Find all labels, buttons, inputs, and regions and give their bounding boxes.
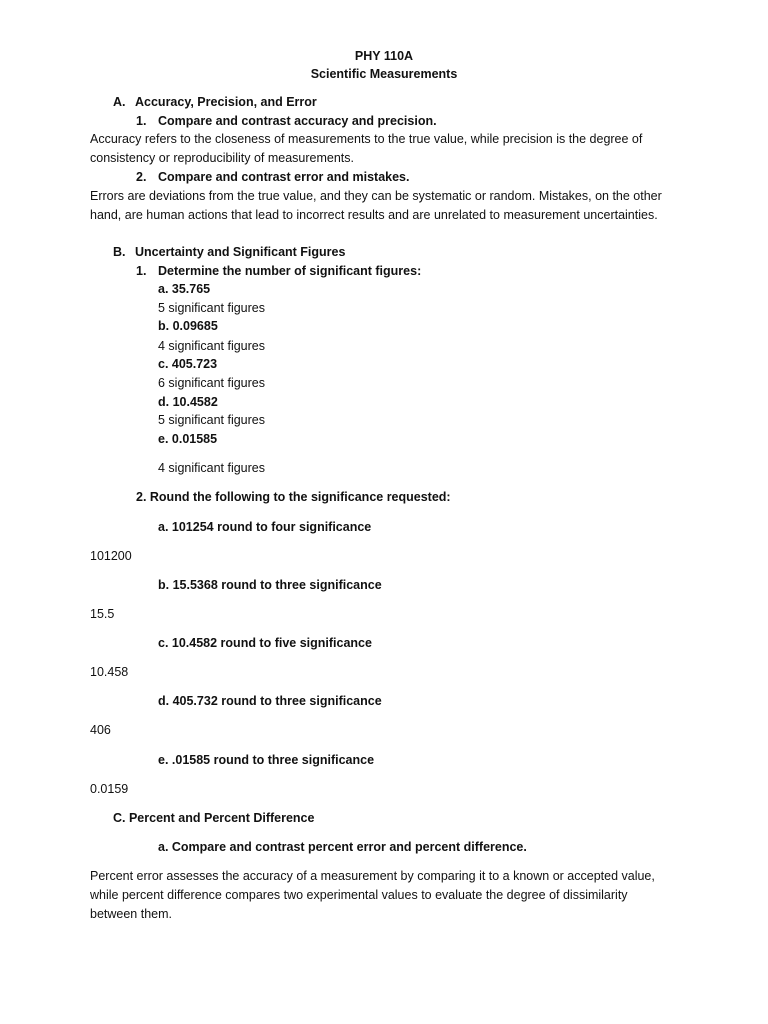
course-code: PHY 110A [354, 49, 414, 63]
section-a-heading: A. Accuracy, Precision, and Error [113, 95, 317, 109]
round-question-b: b. 15.5368 round to three significance [158, 578, 382, 592]
section-c-question-a: a. Compare and contrast percent error and percent difference. [158, 840, 527, 854]
section-a-answer-1-line-1: Accuracy refers to the closeness of measurements to the true value, while precision is the degree of [90, 132, 643, 146]
section-a-answer-2-line-1: Errors are deviations from the true value, and they can be systematic or random. Mistakes, on the other [90, 189, 662, 203]
round-question-c: c. 10.4582 round to five significance [158, 636, 372, 650]
section-a-answer-1-line-2: consistency or reproducibility of measurements. [90, 151, 355, 165]
round-answer-d: 406 [90, 723, 111, 737]
round-answer-c: 10.458 [90, 665, 129, 679]
sigfig-answer-c: 6 significant figures [158, 376, 266, 390]
round-question-d: d. 405.732 round to three significance [158, 694, 382, 708]
section-c-answer-line-3: between them. [90, 907, 172, 921]
section-c-heading: C. Percent and Percent Difference [113, 811, 315, 825]
round-question-e: e. .01585 round to three significance [158, 753, 375, 767]
sigfig-question-e: e. 0.01585 [158, 432, 218, 446]
section-c-answer-line-2: while percent difference compares two experimental values to evaluate the degree of dissimilarity [90, 888, 628, 902]
section-b-heading: B. Uncertainty and Significant Figures [113, 245, 346, 259]
section-b-question-2: 2. Round the following to the significance requested: [136, 490, 451, 504]
sigfig-question-d: d. 10.4582 [158, 395, 218, 409]
sigfig-question-c: c. 405.723 [158, 357, 218, 371]
sigfig-answer-d: 5 significant figures [158, 413, 266, 427]
page-title: Scientific Measurements [310, 67, 458, 81]
section-a-question-1: 1. Compare and contrast accuracy and precision. [136, 114, 437, 128]
sigfig-question-a: a. 35.765 [158, 282, 211, 296]
round-answer-b: 15.5 [90, 607, 115, 621]
round-question-a: a. 101254 round to four significance [158, 520, 372, 534]
section-a-answer-2-line-2: hand, are human actions that lead to incorrect results and are unrelated to measurement uncertainties. [90, 208, 658, 222]
round-answer-a: 101200 [90, 549, 132, 563]
round-answer-e: 0.0159 [90, 782, 129, 796]
sigfig-answer-b: 4 significant figures [158, 339, 266, 353]
sigfig-answer-a: 5 significant figures [158, 301, 266, 315]
sigfig-question-b: b. 0.09685 [158, 319, 218, 333]
section-c-answer-line-1: Percent error assesses the accuracy of a measurement by comparing it to a known or accepted value, [90, 869, 655, 883]
sigfig-answer-e: 4 significant figures [158, 461, 266, 475]
section-b-question-1: 1. Determine the number of significant figures: [136, 264, 422, 278]
section-a-question-2: 2. Compare and contrast error and mistakes. [136, 170, 410, 184]
